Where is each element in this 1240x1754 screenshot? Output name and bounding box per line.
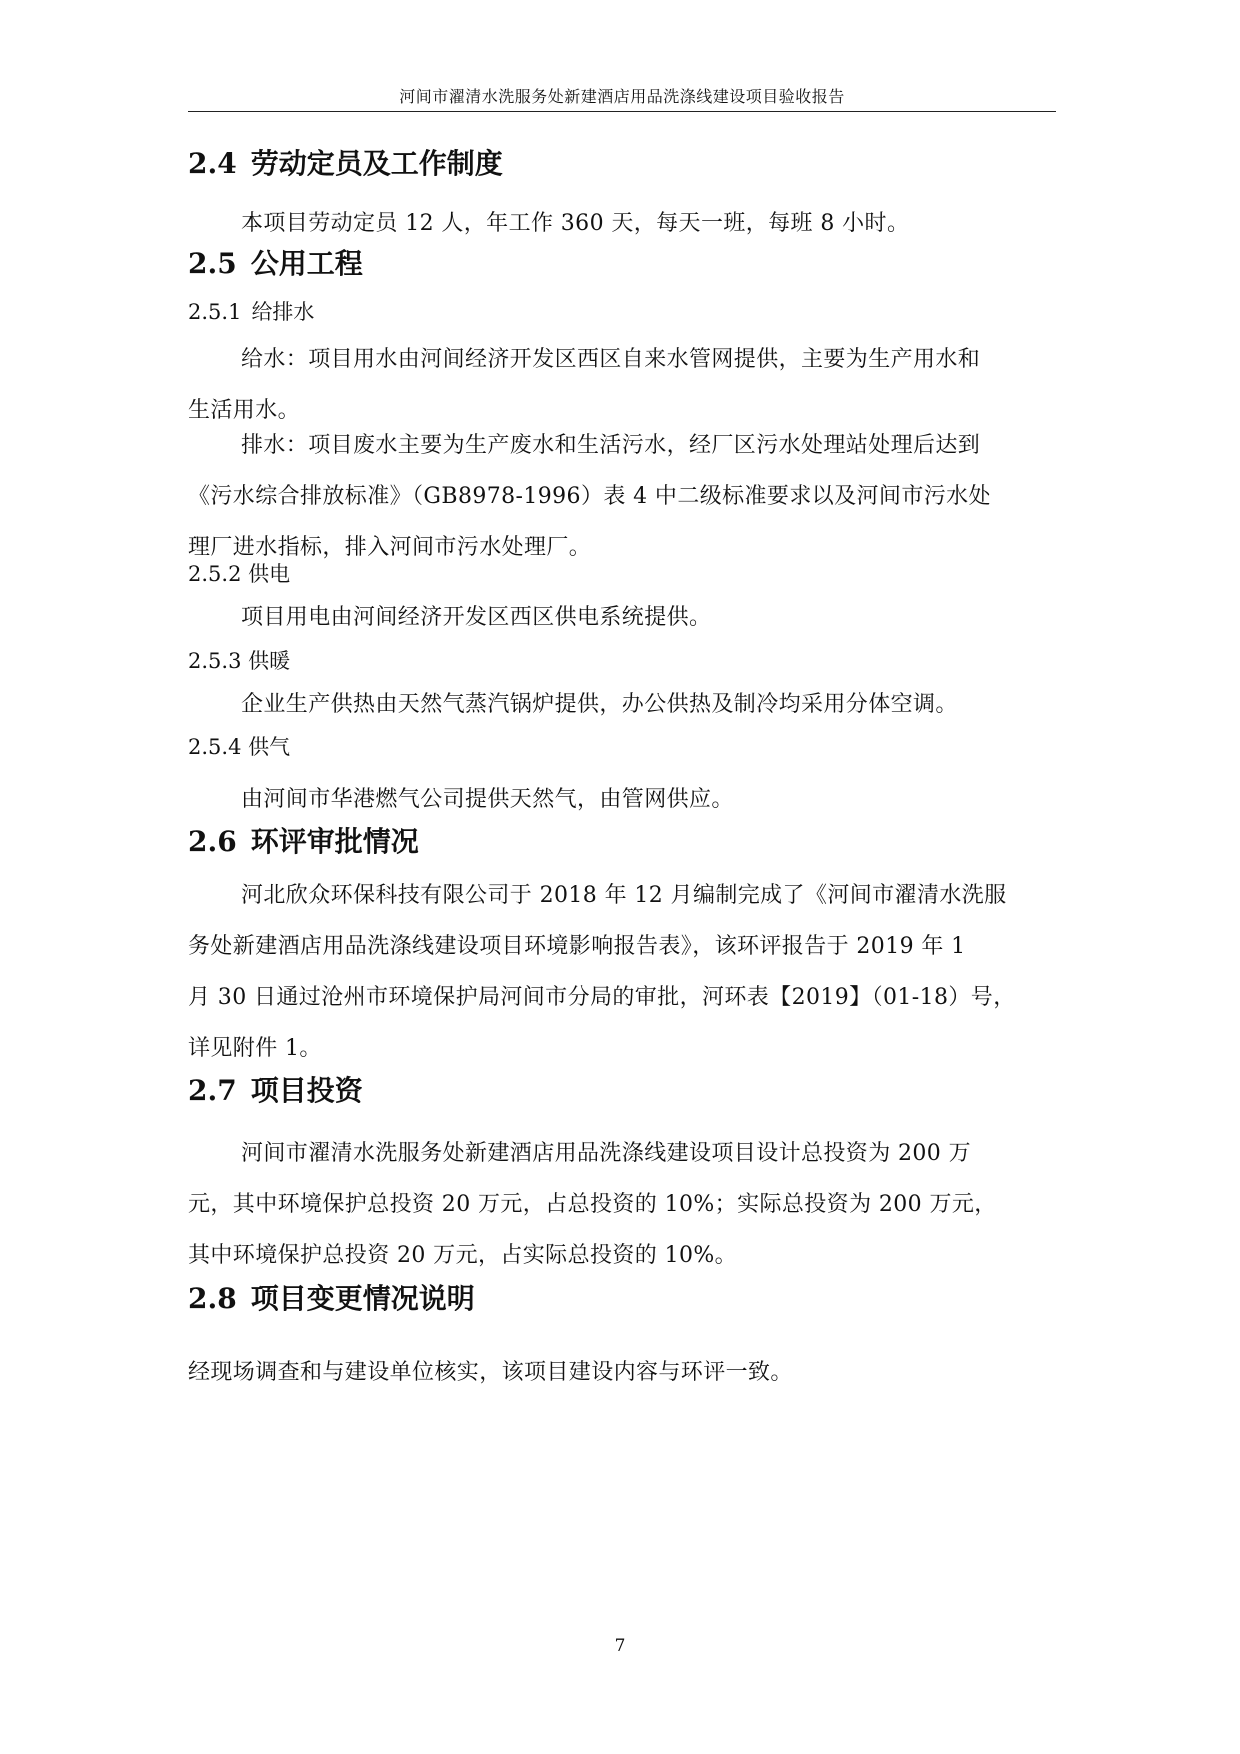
text-line: 其中环境保护总投资 20 万元，占实际总投资的 10%。 <box>188 1243 738 1268</box>
section-number: 2.7 <box>188 1074 237 1107</box>
text-line: 给水：项目用水由河间经济开发区西区自来水管网提供，主要为生产用水和 <box>241 347 981 372</box>
text-line: 月 30 日通过沧州市环境保护局河间市分局的审批，河环表【2019】（01-18）号， <box>188 985 1016 1010</box>
text-line: 河北欣众环保科技有限公司于 2018 年 12 月编制完成了《河间市濯清水洗服 <box>241 883 1007 908</box>
section-title: 项目变更情况说明 <box>250 1282 475 1315</box>
section-title: 公用工程 <box>250 247 363 280</box>
text-line: 排水：项目废水主要为生产废水和生活污水，经厂区污水处理站处理后达到 <box>241 433 981 458</box>
section-number: 2.4 <box>188 147 237 180</box>
paragraph-change-statement: 经现场调查和与建设单位核实，该项目建设内容与环评一致。 <box>188 1360 793 1385</box>
paragraph-investment <box>188 1128 1056 1281</box>
paragraph-power-supply: 项目用电由河间经济开发区西区供电系统提供。 <box>241 605 712 630</box>
section-heading-2-8 <box>188 1281 475 1317</box>
subsection-title: 给排水 <box>251 300 315 324</box>
subsection-heading-2-5-1 <box>188 298 314 326</box>
section-title: 劳动定员及工作制度 <box>250 147 503 180</box>
text-line: 详见附件 1。 <box>188 1036 322 1061</box>
section-title: 项目投资 <box>250 1074 363 1107</box>
section-heading-2-5 <box>188 246 363 282</box>
paragraph-staffing: 本项目劳动定员 12 人，年工作 360 天，每天一班，每班 8 小时。 <box>241 211 910 236</box>
text-line: 《污水综合排放标准》（GB8978-1996）表 4 中二级标准要求以及河间市污水处 <box>188 484 991 509</box>
paragraph-drainage <box>188 420 1056 573</box>
paragraph-eia-approval <box>188 870 1056 1074</box>
subsection-heading-2-5-2: 2.5.2 供电 <box>188 562 291 586</box>
section-number: 2.6 <box>188 825 237 858</box>
section-heading-2-6 <box>188 824 419 860</box>
section-title: 环评审批情况 <box>250 825 419 858</box>
paragraph-gas-supply: 由河间市华港燃气公司提供天然气，由管网供应。 <box>241 787 734 812</box>
subsection-heading-2-5-3: 2.5.3 供暖 <box>188 649 291 673</box>
paragraph-heating: 企业生产供热由天然气蒸汽锅炉提供，办公供热及制冷均采用分体空调。 <box>241 692 958 717</box>
text-line: 河间市濯清水洗服务处新建酒店用品洗涤线建设项目设计总投资为 200 万 <box>241 1141 971 1166</box>
running-header: 河间市濯清水洗服务处新建酒店用品洗涤线建设项目验收报告 <box>399 87 845 106</box>
header-rule <box>188 111 1056 112</box>
subsection-number: 2.5.1 <box>188 300 242 324</box>
text-line: 生活用水。 <box>188 398 301 423</box>
text-line: 元，其中环境保护总投资 20 万元，占总投资的 10%；实际总投资为 200 万元， <box>188 1192 997 1217</box>
subsection-heading-2-5-4: 2.5.4 供气 <box>188 735 291 759</box>
text-line: 务处新建酒店用品洗涤线建设项目环境影响报告表》，该环评报告于 2019 年 1 <box>188 934 966 959</box>
section-heading-2-7 <box>188 1073 363 1109</box>
section-heading-2-4 <box>188 146 503 182</box>
page-number: 7 <box>614 1636 626 1656</box>
section-number: 2.8 <box>188 1282 237 1315</box>
text-line: 理厂进水指标，排入河间市污水处理厂。 <box>188 535 592 560</box>
section-number: 2.5 <box>188 247 237 280</box>
